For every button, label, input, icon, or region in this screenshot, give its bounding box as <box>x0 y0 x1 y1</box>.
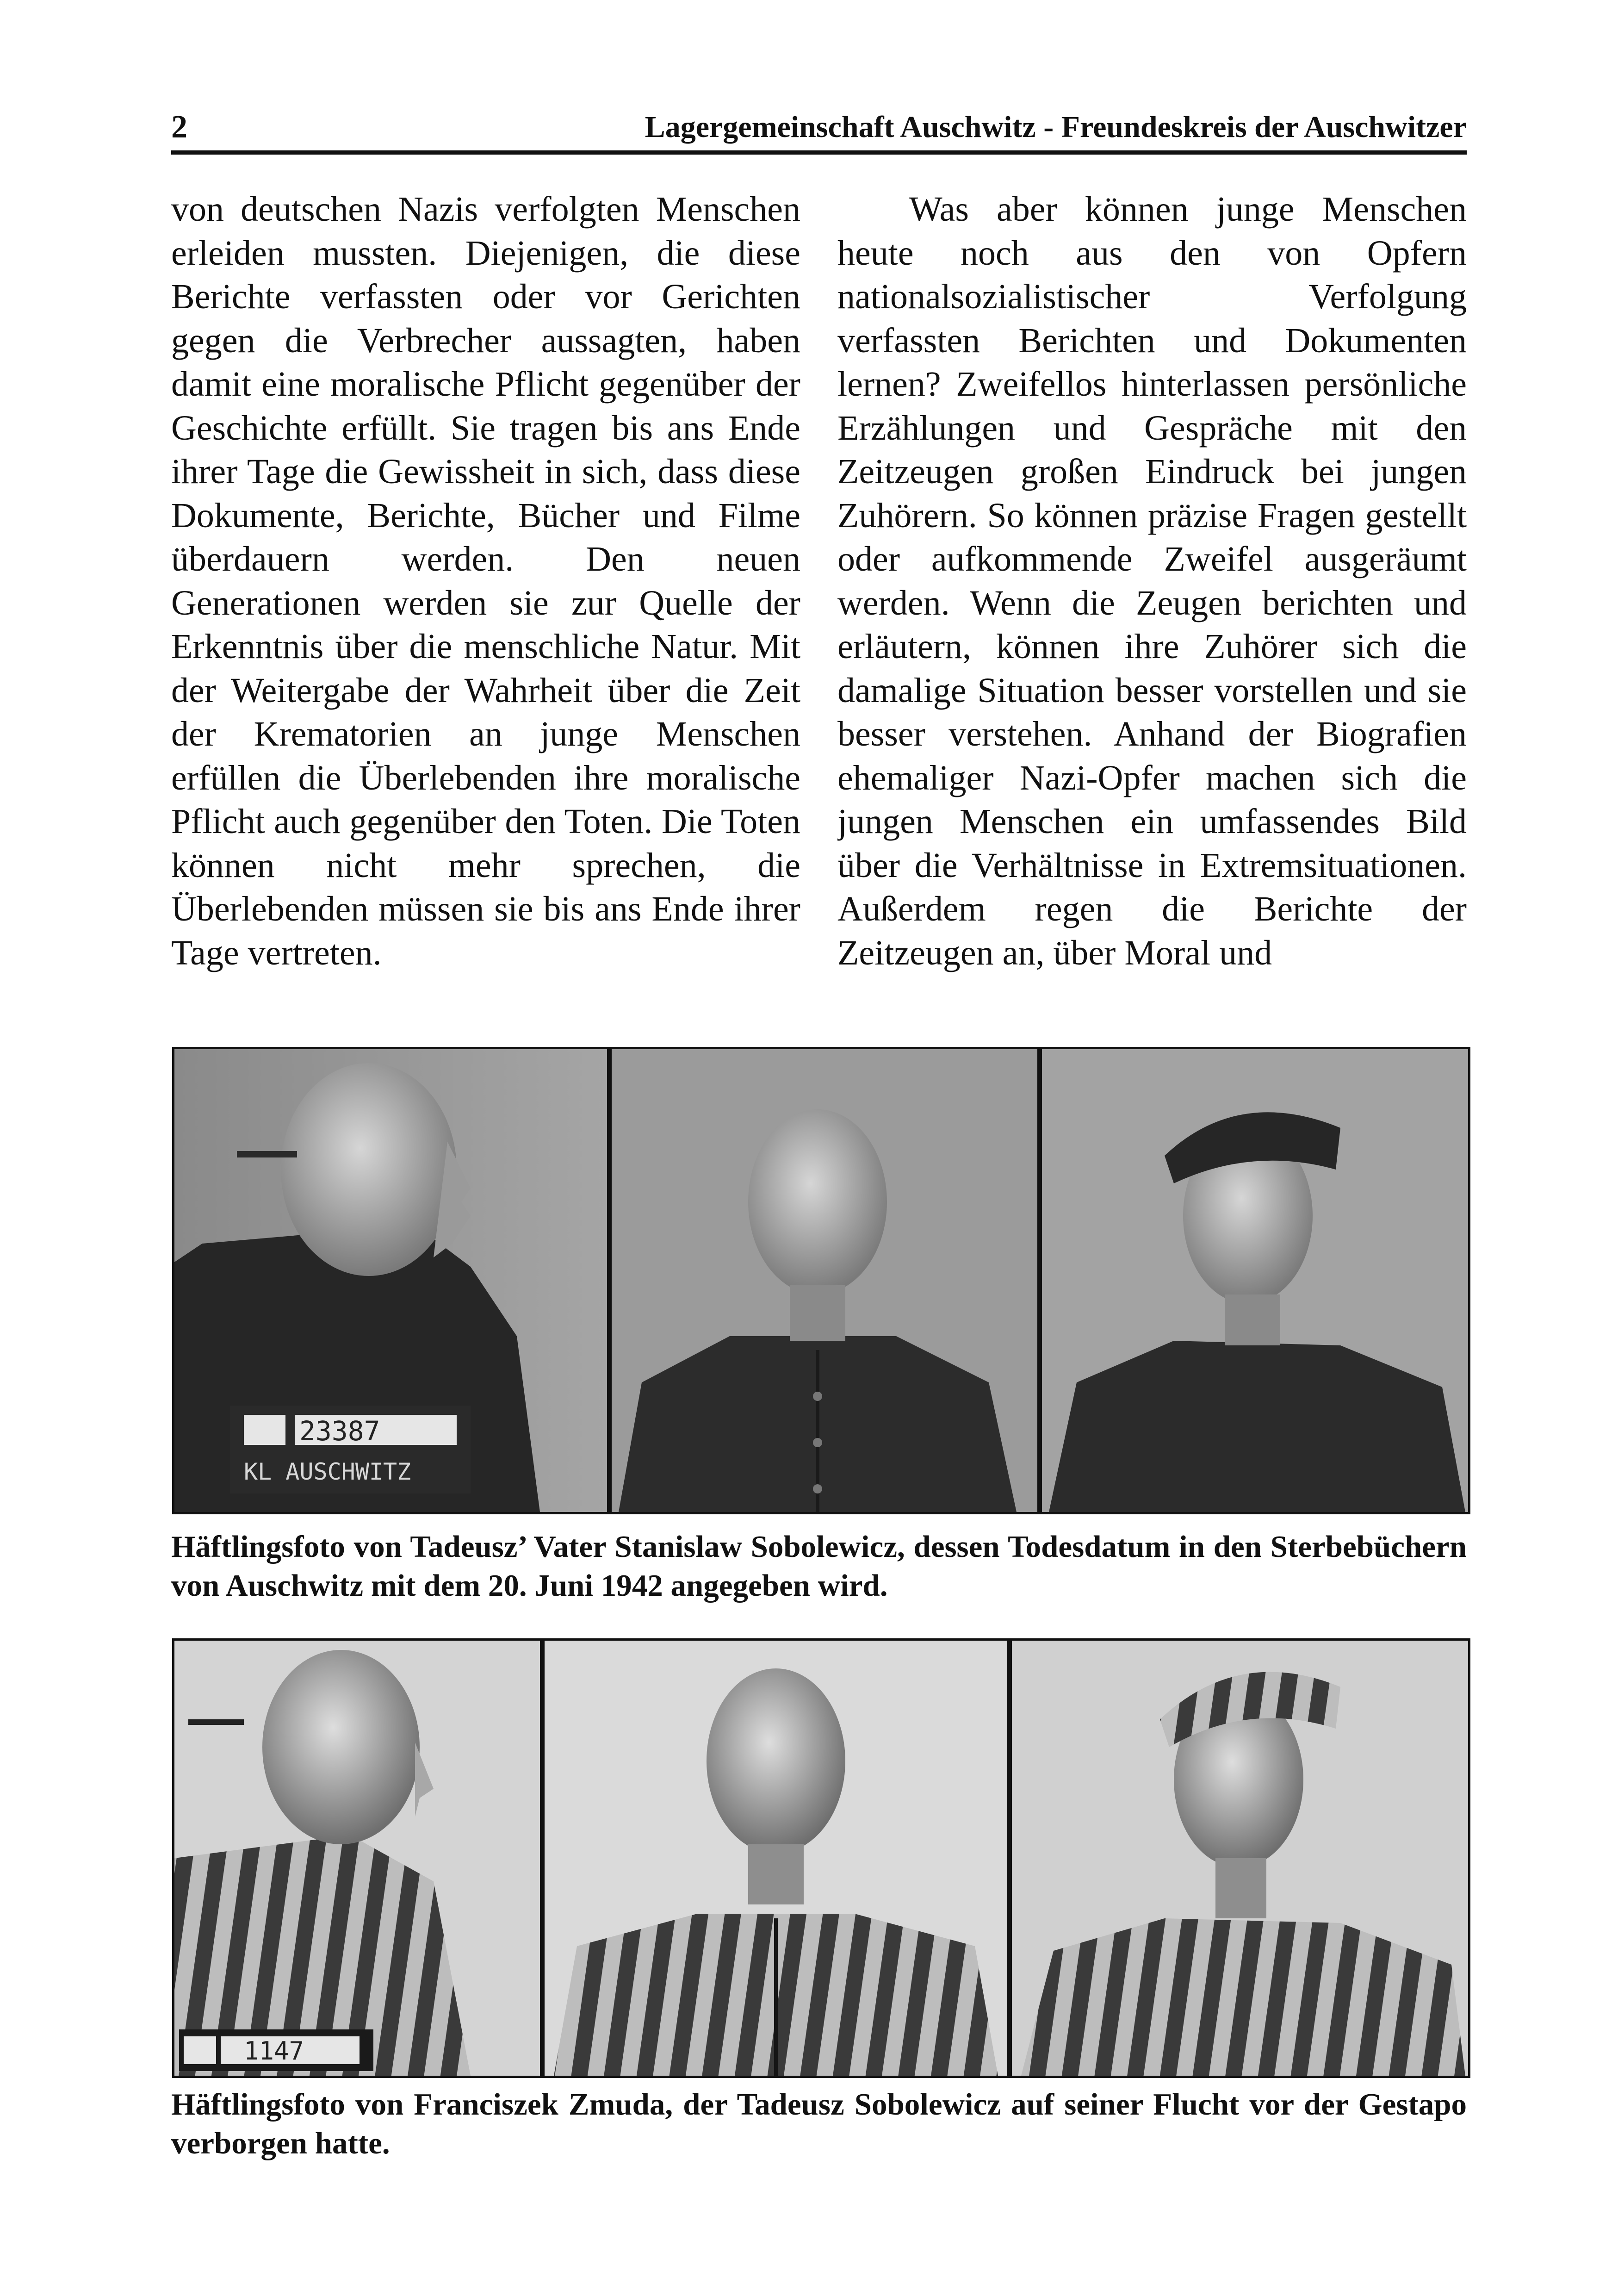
page-number: 2 <box>171 109 187 145</box>
figure-caption-2: Häftlingsfoto von Franciszek Zmuda, der Tadeusz Sobolewicz auf seiner Flucht vor der Gestapo verborgen hatte. <box>171 2087 1467 2160</box>
photo-profile-left-2 <box>174 1641 540 2076</box>
plate-number-text-2: 1147 <box>244 2036 304 2066</box>
paragraph-right: Was aber können junge Menschen heute noch aus den von Opfern nationalsozialistischer Verfolgung verfassten Berichten und Dokumenten lernen? Zweifellos hinterlassen persönliche Erzählungen und Gespräche mit den Zeitzeugen großen Eindruck bei jungen Zuhörern. So können präzise Fragen gestellt oder aufkommende Zweifel ausgeräumt werden. Wenn die Zeugen berichten und erläutern, können ihre Zuhörer sich die damalige Situation besser vorstellen und sie besser verstehen. Anhand der Biografien ehemaliger Nazi-Opfer machen sich die jungen Menschen ein umfassendes Bild über die Verhältnisse in Extremsituationen. Außerdem regen die Berichte der Zeitzeugen an, über Moral und <box>837 190 1467 972</box>
plate-label-text: KL AUSCHWITZ <box>244 1458 411 1485</box>
photo-three-quarter-cap <box>1042 1049 1468 1512</box>
header-rule <box>171 150 1467 155</box>
prisoner-photo-strip-2 <box>172 1638 1470 2078</box>
prisoner-photo-strip-1 <box>172 1047 1470 1514</box>
text-column-right <box>837 187 1467 1034</box>
figure-caption-1: Häftlingsfoto von Tadeusz’ Vater Stanislaw Sobolewicz, dessen Todesdatum in den Sterbebüchern von Auschwitz mit dem 20. Juni 1942 angegeben wird. <box>171 1530 1467 1603</box>
photo-frontal-2 <box>545 1641 1007 2076</box>
paragraph-left: von deutschen Nazis verfolgten Menschen erleiden mussten. Diejenigen, die diese Berichte verfassten oder vor Gerichten gegen die Verbrecher aussagten, haben damit eine moralische Pflicht gegenüber der Geschichte erfüllt. Sie tragen bis ans Ende ihrer Tage die Gewissheit in sich, dass diese Dokumente, Berichte, Bücher und Filme überdauern werden. Den neuen Generationen werden sie zur Quelle der Erkenntnis über die menschliche Natur. Mit der Weitergabe der Wahrheit über die Zeit der Krematorien an junge Menschen erfüllen die Überlebenden ihre moralische Pflicht auch gegenüber den Toten. Die Toten können nicht mehr sprechen, die Überlebenden müssen sie bis ans Ende ihrer Tage vertreten. <box>171 190 800 972</box>
prisoner-photos-zmuda <box>174 1641 1468 2076</box>
prisoner-photos-sobolewicz <box>174 1049 1468 1512</box>
plate-number-text: 23387 <box>299 1415 380 1447</box>
running-title: Lagergemeinschaft Auschwitz - Freundeskreis der Auschwitzer <box>645 110 1467 144</box>
page-header <box>171 104 1467 150</box>
text-column-left <box>171 187 800 1034</box>
photo-profile-left <box>174 1049 607 1512</box>
photo-three-quarter-cap-2 <box>1012 1641 1468 2076</box>
photo-frontal <box>612 1049 1037 1512</box>
